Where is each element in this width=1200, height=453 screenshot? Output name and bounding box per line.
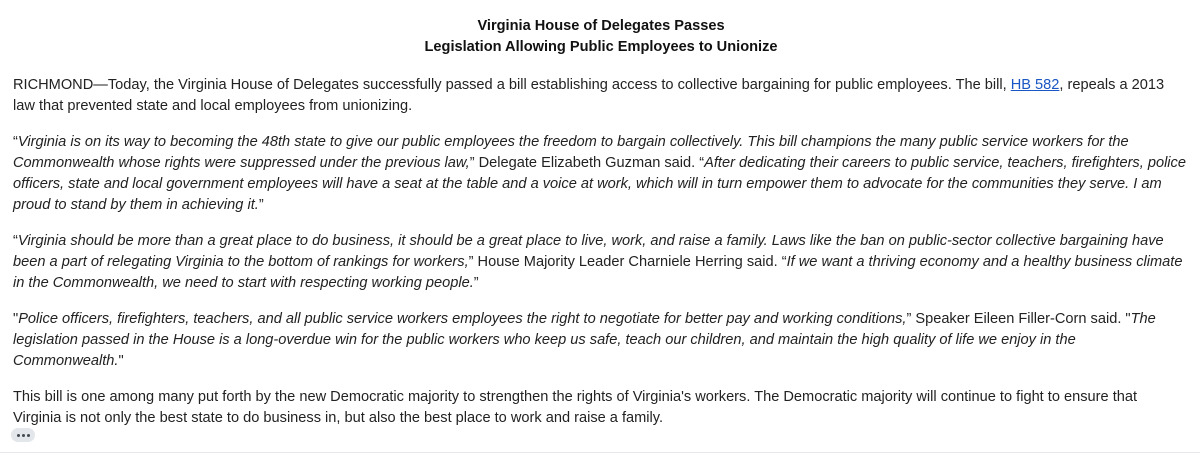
quote-text: The legislation passed in the House is a long-overdue win for the public workers who keep us safe, teach our children, and maintain the high quality of life we enjoy in the Commonwealth. [13,311,1156,369]
more-horizontal-icon[interactable] [11,428,35,442]
paragraph-intro [13,75,1189,117]
close-quote: ” [473,275,479,291]
open-quote: “ [13,134,18,150]
headline-line-2: Legislation Allowing Public Employees to Unionize [424,39,778,55]
paragraph-guzman-quote [13,132,1189,216]
quote-text: Virginia should be more than a great place to do business, it should be a great place to live, work, and raise a family. Laws like the ban on public-sector collective bargaining have been a part of relegating Virginia to the bottom of rankings for workers, [13,233,1164,270]
dot [17,434,20,437]
dot [27,434,30,437]
close-quote: " [118,353,124,369]
quote-attribution: ” House Majority Leader Charniele Herring said. “ [468,254,787,270]
paragraph-herring-quote [13,231,1189,294]
quote-text: Police officers, firefighters, teachers, and all public service workers employees the right to negotiate for better pay and working conditions, [18,311,907,327]
paragraph-filler-corn-quote [13,309,1189,372]
quote-attribution: ” Speaker Eileen Filler-Corn said. " [906,311,1131,327]
open-quote: “ [13,233,18,249]
paragraph-closing: This bill is one among many put forth by the new Democratic majority to strengthen the rights of Virginia's workers. The Democratic majority will continue to fight to ensure that Virginia is not only the best state to do business in, but also the best place to work and raise a family. [13,389,1138,426]
quote-text: If we want a thriving economy and a healthy business climate in the Commonwealth, we need to start with respecting working people. [13,254,1183,291]
headline-line-1: Virginia House of Delegates Passes [477,18,725,34]
close-quote: ” [258,197,264,213]
quote-attribution: ” Delegate Elizabeth Guzman said. “ [469,155,705,171]
open-quote: " [13,311,19,327]
intro-text-b: , repeals a 2013 law that prevented state and local employees from unionizing. [13,77,1165,114]
press-release [13,16,1189,444]
headline [13,16,1189,58]
dot [22,434,25,437]
quote-text: Virginia is on its way to becoming the 48th state to give our public employees the freedom to bargain collectively. This bill champions the many public service workers for the Commonwealth whose rights were suppressed under the previous law, [13,134,1129,171]
quote-text: After dedicating their careers to public service, teachers, firefighters, police officers, state and local government employees will have a seat at the table and a voice at work, which will in turn empower them to advocate for the communities they serve. I am proud to stand by them in achieving it. [13,155,1186,213]
bill-link[interactable]: HB 582 [1010,77,1060,93]
intro-text-a: RICHMOND—Today, the Virginia House of Delegates successfully passed a bill establishing access to collective bargaining for public employees. The bill, [13,77,1011,93]
